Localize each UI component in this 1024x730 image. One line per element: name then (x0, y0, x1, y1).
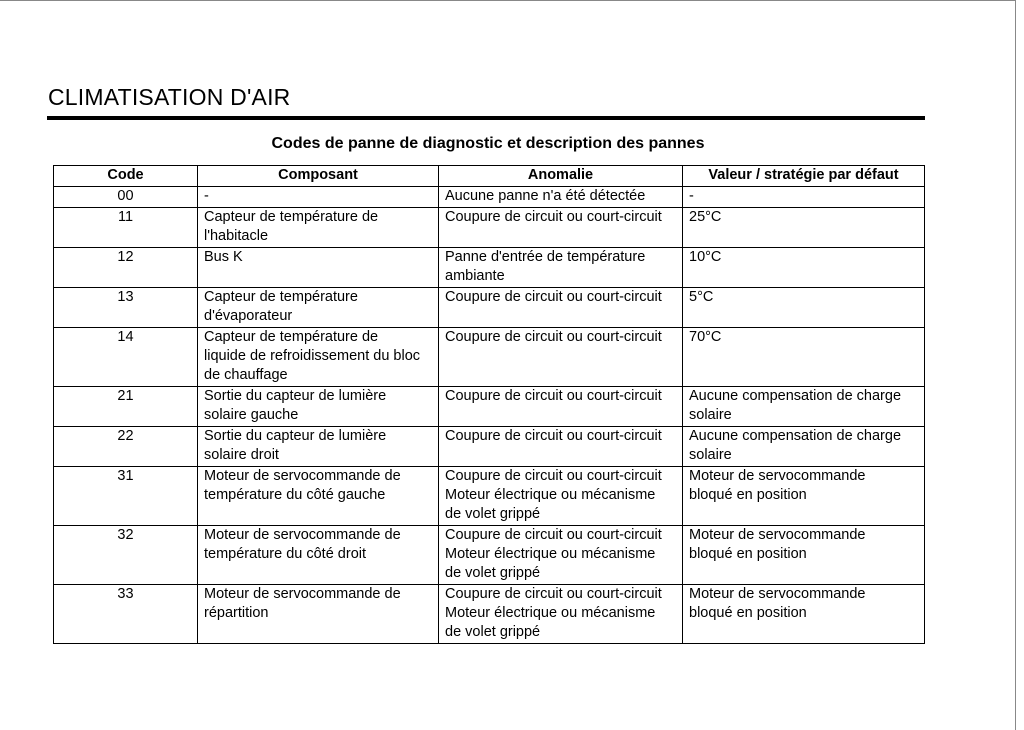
anomaly-cell-line: Coupure de circuit ou court-circuit (445, 527, 662, 543)
component-cell-line: Moteur de servocommande de (204, 468, 401, 484)
anomaly-cell (439, 208, 683, 248)
anomaly-cell (439, 328, 683, 387)
component-cell (198, 467, 439, 526)
component-cell-line: température du côté gauche (204, 487, 386, 503)
code-cell: 21 (54, 387, 198, 427)
component-cell-line: solaire droit (204, 447, 279, 463)
anomaly-cell-line: de volet grippé (445, 565, 541, 581)
component-cell-line: d'évaporateur (204, 308, 293, 324)
page-title: CLIMATISATION D'AIR (48, 84, 291, 110)
default-value-cell-line: bloqué en position (689, 605, 807, 621)
table-row (54, 427, 925, 467)
anomaly-cell-line: Moteur électrique ou mécanisme (445, 487, 656, 503)
header-code: Code (54, 166, 198, 187)
anomaly-cell-line: Coupure de circuit ou court-circuit (445, 388, 662, 404)
anomaly-cell (439, 427, 683, 467)
default-value-cell (683, 328, 925, 387)
component-cell-line: Capteur de température de (204, 209, 379, 225)
default-value-cell-line: Moteur de servocommande (689, 586, 866, 602)
title-rule (47, 116, 925, 120)
anomaly-cell-line: Coupure de circuit ou court-circuit (445, 428, 662, 444)
anomaly-cell (439, 585, 683, 644)
component-cell-line: de chauffage (204, 367, 288, 383)
code-cell: 33 (54, 585, 198, 644)
anomaly-cell-line: Panne d'entrée de température (445, 249, 646, 265)
default-value-cell-line: solaire (689, 447, 732, 463)
table-header-row (54, 166, 925, 187)
code-cell: 32 (54, 526, 198, 585)
component-cell-line: Moteur de servocommande de (204, 586, 401, 602)
default-value-cell-line: 10°C (689, 249, 722, 265)
default-value-cell (683, 427, 925, 467)
table-row (54, 208, 925, 248)
anomaly-cell-line: Coupure de circuit ou court-circuit (445, 209, 662, 225)
table-row (54, 526, 925, 585)
header-default-value: Valeur / stratégie par défaut (683, 166, 925, 187)
component-cell-line: température du côté droit (204, 546, 367, 562)
component-cell-line: Capteur de température (204, 289, 358, 305)
anomaly-cell (439, 467, 683, 526)
component-cell (198, 208, 439, 248)
component-cell-line: l'habitacle (204, 228, 269, 244)
table-row (54, 467, 925, 526)
anomaly-cell-line: de volet grippé (445, 624, 541, 640)
component-cell (198, 187, 439, 208)
component-cell (198, 387, 439, 427)
component-cell-line: Capteur de température de (204, 329, 379, 345)
default-value-cell-line: Moteur de servocommande (689, 468, 866, 484)
default-value-cell (683, 585, 925, 644)
anomaly-cell-line: Aucune panne n'a été détectée (445, 188, 646, 204)
component-cell-line: Moteur de servocommande de (204, 527, 401, 543)
default-value-cell (683, 467, 925, 526)
component-cell-line: - (204, 188, 209, 204)
code-cell: 31 (54, 467, 198, 526)
table-row (54, 248, 925, 288)
default-value-cell (683, 387, 925, 427)
anomaly-cell-line: Coupure de circuit ou court-circuit (445, 468, 662, 484)
component-cell (198, 248, 439, 288)
default-value-cell-line: solaire (689, 407, 732, 423)
anomaly-cell (439, 526, 683, 585)
anomaly-cell (439, 248, 683, 288)
table-row (54, 387, 925, 427)
anomaly-cell-line: Coupure de circuit ou court-circuit (445, 586, 662, 602)
default-value-cell-line: bloqué en position (689, 487, 807, 503)
anomaly-cell-line: Coupure de circuit ou court-circuit (445, 289, 662, 305)
table-body (54, 187, 925, 644)
code-cell: 12 (54, 248, 198, 288)
default-value-cell-line: bloqué en position (689, 546, 807, 562)
component-cell-line: Sortie du capteur de lumière (204, 428, 387, 444)
default-value-cell (683, 526, 925, 585)
default-value-cell-line: 25°C (689, 209, 722, 225)
default-value-cell-line: Aucune compensation de charge (689, 428, 902, 444)
table-row (54, 585, 925, 644)
anomaly-cell-line: Moteur électrique ou mécanisme (445, 605, 656, 621)
code-cell: 11 (54, 208, 198, 248)
component-cell-line: solaire gauche (204, 407, 299, 423)
anomaly-cell-line: Moteur électrique ou mécanisme (445, 546, 656, 562)
component-cell (198, 288, 439, 328)
default-value-cell-line: Aucune compensation de charge (689, 388, 902, 404)
default-value-cell-line: Moteur de servocommande (689, 527, 866, 543)
default-value-cell (683, 187, 925, 208)
table-row (54, 187, 925, 208)
table-heading: Codes de panne de diagnostic et description des pannes (271, 135, 705, 152)
anomaly-cell (439, 187, 683, 208)
default-value-cell (683, 208, 925, 248)
code-cell: 22 (54, 427, 198, 467)
component-cell-line: Sortie du capteur de lumière (204, 388, 387, 404)
default-value-cell (683, 248, 925, 288)
code-cell: 13 (54, 288, 198, 328)
anomaly-cell-line: ambiante (445, 268, 505, 284)
component-cell-line: répartition (204, 605, 269, 621)
table-row (54, 288, 925, 328)
default-value-cell (683, 288, 925, 328)
header-anomaly: Anomalie (439, 166, 683, 187)
anomaly-cell-line: Coupure de circuit ou court-circuit (445, 329, 662, 345)
fault-codes-table (53, 165, 925, 644)
component-cell-line: liquide de refroidissement du bloc (204, 348, 421, 364)
anomaly-cell-line: de volet grippé (445, 506, 541, 522)
component-cell-line: Bus K (204, 249, 243, 265)
component-cell (198, 526, 439, 585)
default-value-cell-line: - (689, 188, 694, 204)
default-value-cell-line: 70°C (689, 329, 722, 345)
component-cell (198, 585, 439, 644)
header-component: Composant (198, 166, 439, 187)
default-value-cell-line: 5°C (689, 289, 714, 305)
code-cell: 00 (54, 187, 198, 208)
anomaly-cell (439, 288, 683, 328)
code-cell: 14 (54, 328, 198, 387)
component-cell (198, 427, 439, 467)
component-cell (198, 328, 439, 387)
table-row (54, 328, 925, 387)
anomaly-cell (439, 387, 683, 427)
